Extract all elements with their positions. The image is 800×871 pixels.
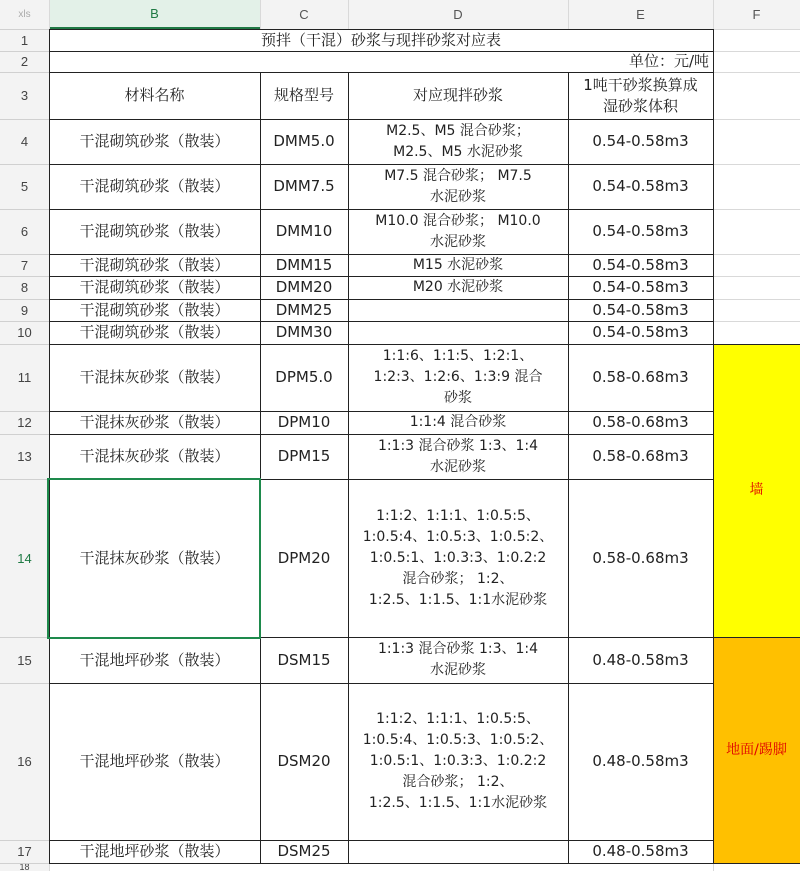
row-header[interactable]: 2 (0, 51, 49, 72)
cell-material-name[interactable]: 干混抹灰砂浆（散装） (79, 368, 230, 386)
cell-mix[interactable]: 1:1:4 混合砂浆 (409, 414, 507, 430)
unit-note[interactable]: 单位：元/吨 (628, 52, 709, 70)
cell-material-name[interactable]: 干混砌筑砂浆（散装） (79, 323, 230, 341)
cell-mix[interactable]: 1:1:2、1:1:1、1:0.5:5、 1:0.5:4、1:0.5:3、1:0.5:2、 1:0.5:1、1:0.3:3、1:0.2:2 混合砂浆； 1:2、 1:2.5、1:1.5、1:1水泥砂浆 (362, 507, 554, 608)
cell-mix[interactable]: M20 水泥砂浆 (412, 279, 504, 295)
cell-mix[interactable] (348, 321, 568, 344)
cell-volume[interactable]: 0.48-0.58m3 (592, 650, 689, 669)
cell-mix[interactable] (348, 840, 568, 863)
row-header[interactable]: 8 (0, 276, 49, 299)
cell-volume[interactable]: 0.54-0.58m3 (592, 177, 689, 195)
cell-volume[interactable]: 0.54-0.58m3 (592, 132, 689, 150)
cell-material-name[interactable]: 干混抹灰砂浆（散装） (79, 548, 230, 567)
row-header[interactable]: 14 (0, 479, 49, 637)
cell-volume[interactable]: 0.58-0.68m3 (592, 368, 689, 386)
row-header[interactable]: 15 (0, 637, 49, 683)
cell-spec[interactable]: DMM10 (275, 222, 333, 240)
cell-spec[interactable]: DMM25 (275, 300, 333, 319)
row-header[interactable]: 5 (0, 164, 49, 209)
cell-mix[interactable]: M7.5 混合砂浆； M7.5 水泥砂浆 (384, 167, 532, 205)
cell-spec[interactable]: DPM5.0 (275, 368, 333, 386)
cell-volume[interactable]: 0.48-0.58m3 (592, 752, 689, 770)
cell-mix[interactable]: M15 水泥砂浆 (412, 256, 504, 273)
row-header[interactable]: 11 (0, 344, 49, 411)
cell-volume[interactable]: 0.58-0.68m3 (592, 447, 689, 465)
cell-volume[interactable]: 0.54-0.58m3 (592, 255, 689, 274)
cell-spec[interactable]: DMM20 (275, 278, 333, 296)
cell-mix[interactable]: M10.0 混合砂浆； M10.0 水泥砂浆 (375, 212, 541, 250)
cell-material-name[interactable]: 干混砌筑砂浆（散装） (79, 278, 230, 296)
cell-spec[interactable]: DPM10 (277, 413, 331, 431)
cell-mix[interactable]: 1:1:6、1:1:5、1:2:1、 1:2:3、1:2:6、1:3:9 混合 砂浆 (373, 348, 543, 406)
row-header[interactable]: 1 (0, 29, 49, 51)
column-header-c[interactable]: C (260, 0, 348, 29)
cell-spec[interactable]: DMM5.0 (273, 132, 335, 150)
cell-spec[interactable]: DSM25 (277, 842, 331, 860)
row-header[interactable]: 4 (0, 119, 49, 164)
column-header-e[interactable]: E (568, 0, 713, 29)
row-header[interactable]: 12 (0, 411, 49, 434)
cell-spec[interactable]: DPM20 (277, 548, 331, 567)
cell-material-name[interactable]: 干混抹灰砂浆（散装） (79, 413, 230, 431)
column-header-b[interactable]: B (49, 0, 260, 29)
cell-volume[interactable]: 0.58-0.68m3 (592, 413, 689, 431)
cell-mix[interactable]: 1:1:3 混合砂浆 1:3、1:4 水泥砂浆 (377, 437, 539, 475)
cell-material-name[interactable]: 干混地坪砂浆（散装） (79, 752, 230, 770)
row-header[interactable]: 13 (0, 434, 49, 479)
cell-mix[interactable]: 1:1:2、1:1:1、1:0.5:5、 1:0.5:4、1:0.5:3、1:0.5:2、 1:0.5:1、1:0.3:3、1:0.2:2 混合砂浆； 1:2、 1:2.5、1:1.5、1:1水泥砂浆 (362, 711, 554, 811)
cell-volume[interactable]: 0.54-0.58m3 (592, 323, 689, 341)
header-spec[interactable]: 规格型号 (273, 86, 334, 104)
cell-material-name[interactable]: 干混砌筑砂浆（散装） (79, 222, 230, 240)
cell-material-name[interactable]: 干混地坪砂浆（散装） (79, 650, 230, 669)
cell-volume[interactable]: 0.54-0.58m3 (592, 300, 689, 319)
select-all-corner[interactable] (0, 0, 49, 29)
cell-volume[interactable]: 0.48-0.58m3 (592, 842, 689, 860)
sheet-title[interactable]: 预拌（干混）砂浆与现拌砂浆对应表 (260, 30, 501, 49)
cell-material-name[interactable]: 干混抹灰砂浆（散装） (79, 447, 230, 465)
cell-volume[interactable]: 0.54-0.58m3 (592, 222, 689, 240)
row-header[interactable]: 18 (0, 863, 49, 871)
row-header[interactable]: 3 (0, 72, 49, 119)
row-header[interactable]: 17 (0, 840, 49, 863)
cell-spec[interactable]: DSM20 (277, 752, 331, 770)
cell-volume[interactable]: 0.58-0.68m3 (592, 548, 689, 567)
cell-spec[interactable]: DMM30 (275, 323, 333, 341)
row-header[interactable]: 16 (0, 683, 49, 840)
category-wall-cell[interactable]: 墙 (713, 344, 800, 637)
row-header[interactable]: 10 (0, 321, 49, 344)
cell-material-name[interactable]: 干混地坪砂浆（散装） (79, 842, 230, 860)
category-floor-cell[interactable]: 地面/踢脚 (713, 637, 800, 863)
header-material-name[interactable]: 材料名称 (124, 86, 185, 104)
cell-spec[interactable]: DMM7.5 (273, 177, 335, 195)
header-mix[interactable]: 对应现拌砂浆 (412, 86, 503, 104)
cell-mix[interactable] (348, 299, 568, 321)
cell-material-name[interactable]: 干混砌筑砂浆（散装） (79, 300, 230, 319)
cell-spec[interactable]: DSM15 (277, 650, 331, 669)
cell-material-name[interactable]: 干混砌筑砂浆（散装） (79, 177, 230, 195)
cell-spec[interactable]: DPM15 (277, 447, 331, 465)
cell-material-name[interactable]: 干混砌筑砂浆（散装） (79, 132, 230, 150)
column-header-f[interactable]: F (713, 0, 800, 29)
row-header[interactable]: 7 (0, 254, 49, 276)
corner-label: xls (18, 9, 31, 20)
cell-material-name[interactable]: 干混砌筑砂浆（散装） (79, 255, 230, 274)
cell-volume[interactable]: 0.54-0.58m3 (592, 278, 689, 296)
cell-spec[interactable]: DMM15 (275, 255, 333, 274)
cell-mix[interactable]: M2.5、M5 混合砂浆； M2.5、M5 水泥砂浆 (386, 122, 530, 160)
column-header-d[interactable]: D (348, 0, 568, 29)
cell-mix[interactable]: 1:1:3 混合砂浆 1:3、1:4 水泥砂浆 (377, 641, 539, 678)
row-header[interactable]: 9 (0, 299, 49, 321)
row-header[interactable]: 6 (0, 209, 49, 254)
header-volume[interactable]: 1吨干砂浆换算成 湿砂浆体积 (583, 75, 698, 115)
